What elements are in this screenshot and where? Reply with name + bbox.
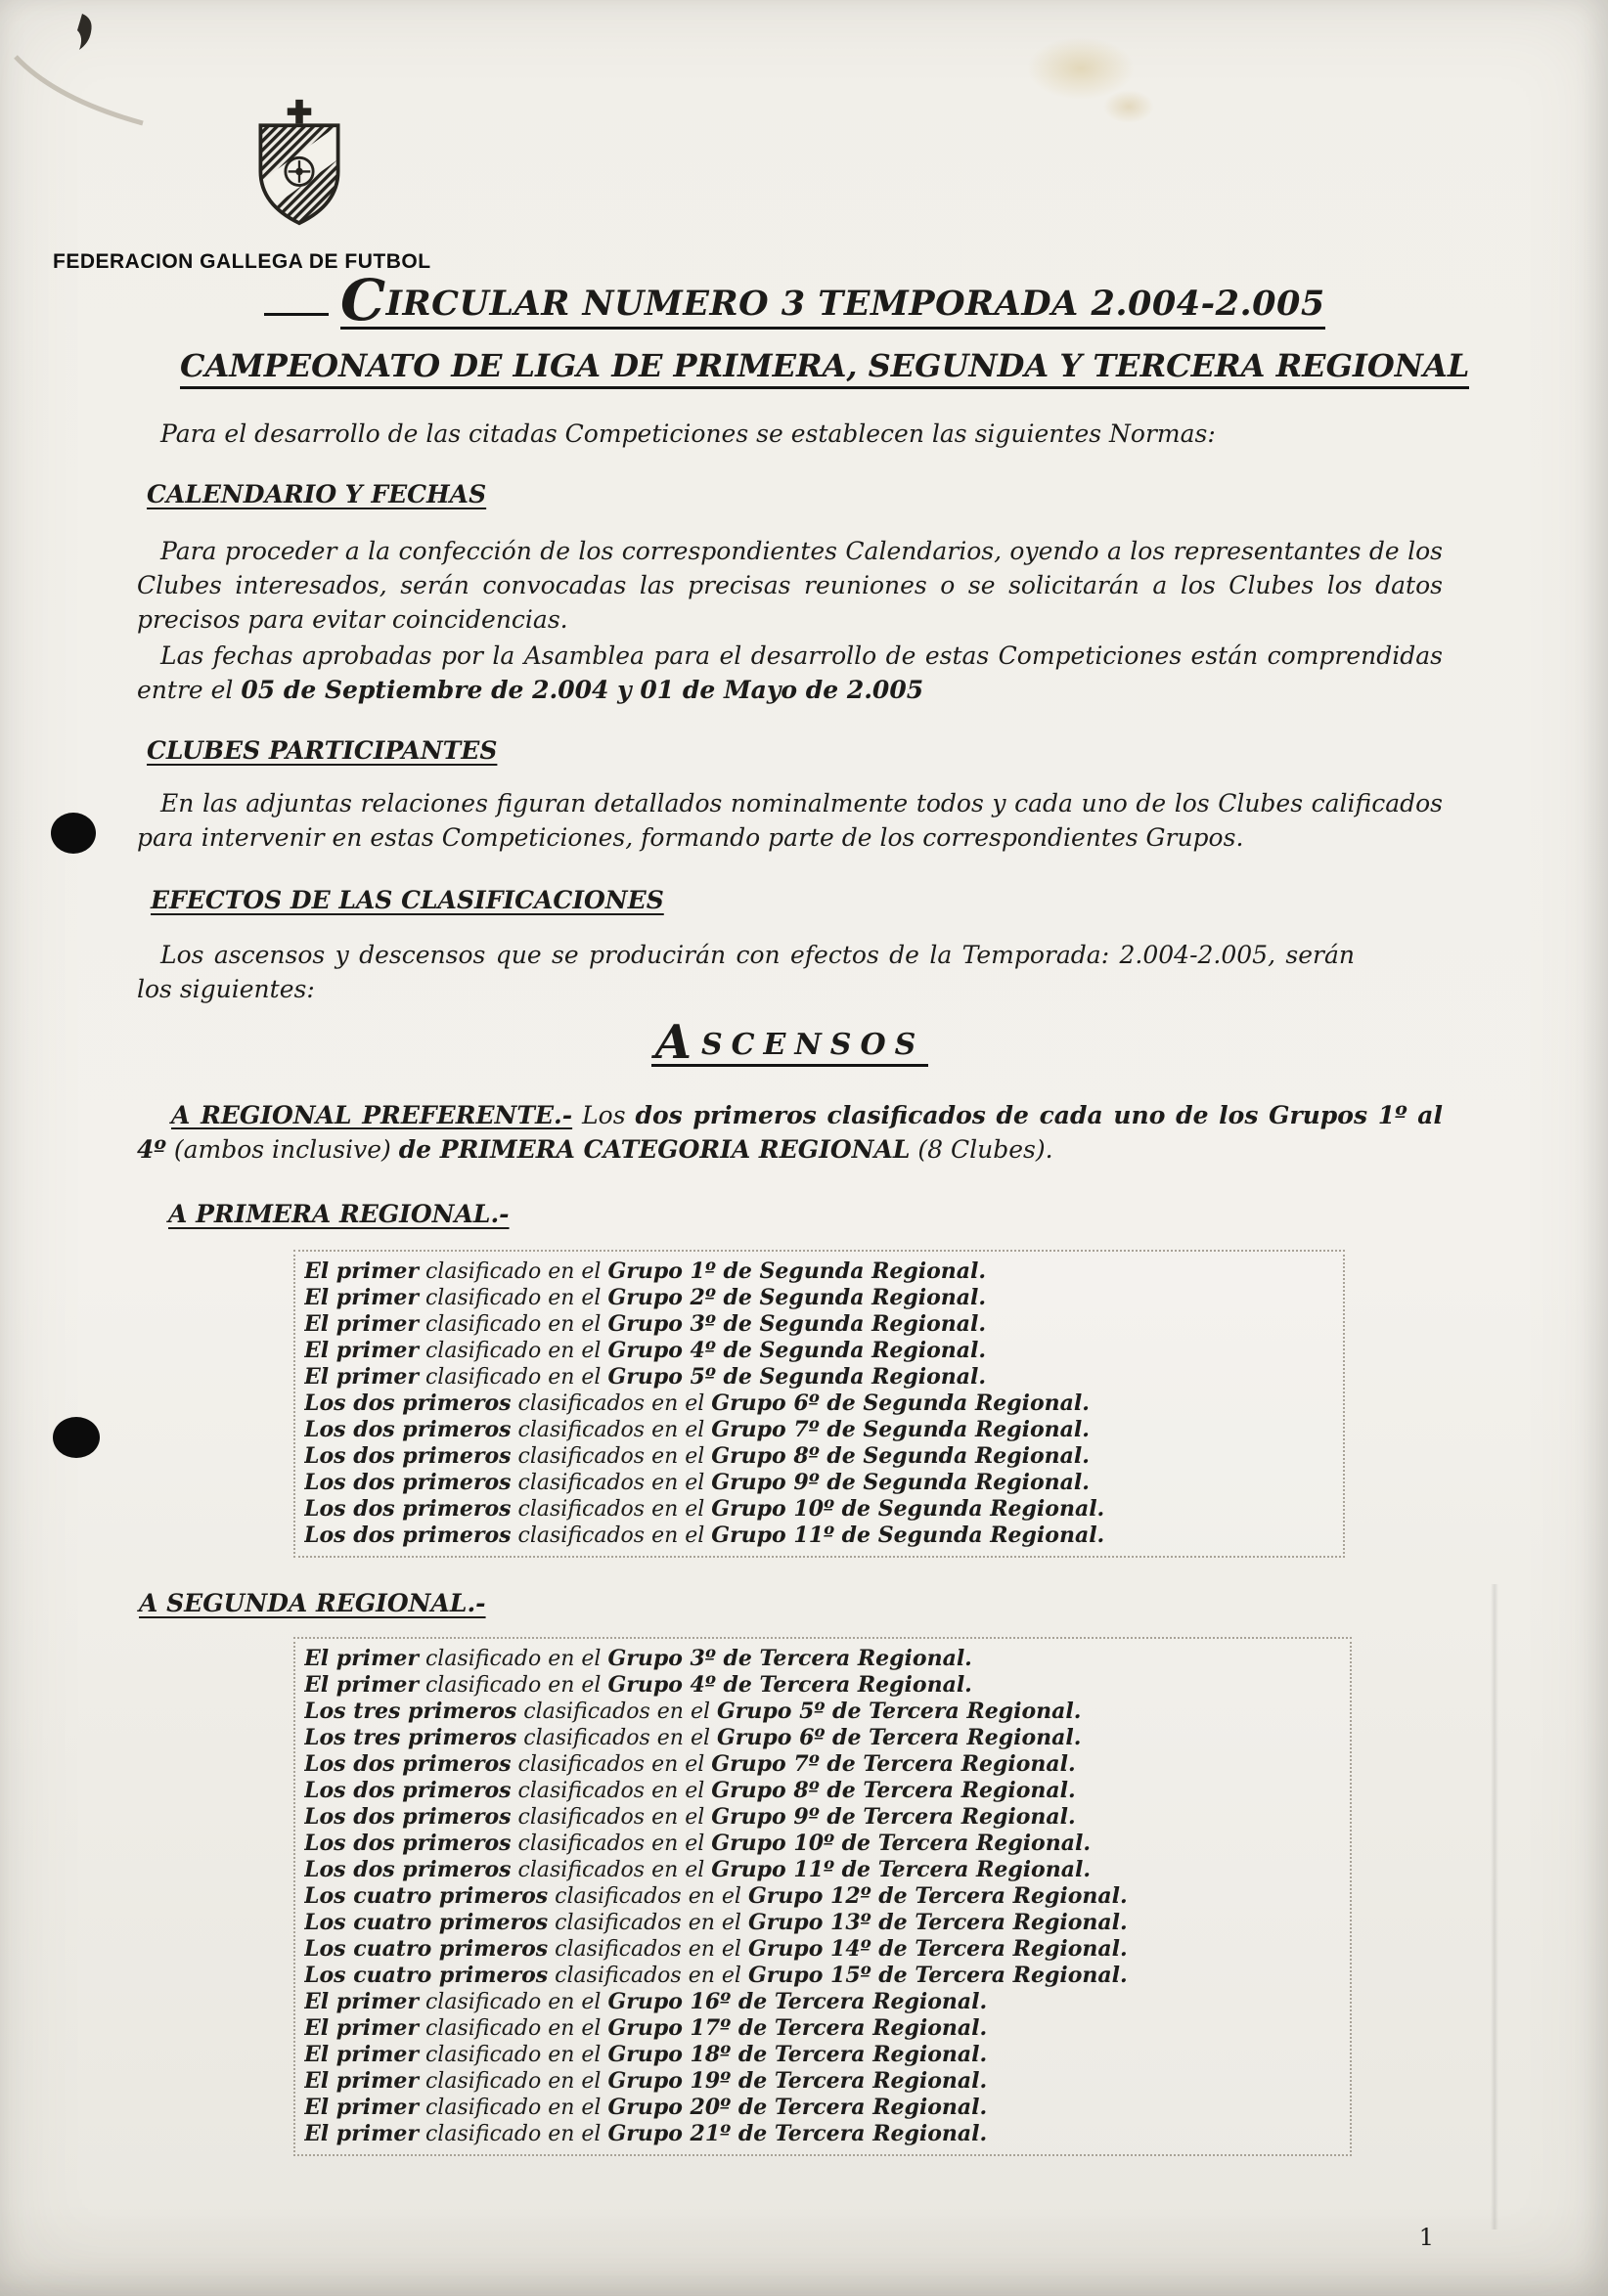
list-item: Los dos primeros clasificados en el Grupo 7º de Segunda Regional. (304, 1417, 1090, 1442)
hole-punch-mark (51, 813, 96, 854)
list-item: Los dos primeros clasificados en el Grupo 8º de Tercera Regional. (304, 1778, 1076, 1803)
list-item: Los cuatro primeros clasificados en el Grupo 15º de Tercera Regional. (304, 1963, 1128, 1988)
hole-punch-mark (53, 1417, 100, 1458)
page-number: 1 (1418, 2224, 1434, 2251)
primera-regional-list (293, 1250, 1345, 1558)
ascensos-title-initial: A (654, 1015, 701, 1070)
list-item: El primer clasificado en el Grupo 4º de Tercera Regional. (304, 1672, 972, 1698)
regional-preferente-bold-1: dos primeros clasificados de cada uno de los Grupos 1º al 4º (137, 1101, 1443, 1164)
list-item: El primer clasificado en el Grupo 5º de Segunda Regional. (304, 1364, 987, 1390)
ascensos-title (651, 1015, 929, 1070)
list-item: Los dos primeros clasificados en el Grupo 10º de Tercera Regional. (304, 1831, 1091, 1856)
doc-title-row (264, 267, 1443, 333)
list-item: El primer clasificado en el Grupo 1º de Segunda Regional. (304, 1258, 987, 1284)
regional-preferente-text-2: (ambos inclusive) (165, 1135, 399, 1164)
paragraph-calendario-1: Para proceder a la confección de los correspondientes Calendarios, oyendo a los representantes de los Clubes interesados, serán convocadas las precisas reuniones o se solicitarán a los Clubes los datos precisos para evitar coincidencias. (137, 537, 1443, 634)
doc-title-initial: C (340, 267, 386, 333)
paper-crease (1491, 1584, 1498, 2230)
list-item: Los dos primeros clasificados en el Grupo 11º de Segunda Regional. (304, 1523, 1105, 1548)
list-item: Los dos primeros clasificados en el Grupo 9º de Segunda Regional. (304, 1470, 1090, 1495)
doc-title (340, 267, 1325, 333)
list-item: El primer clasificado en el Grupo 20º de Tercera Regional. (304, 2095, 988, 2120)
paragraph-regional-preferente (137, 1098, 1443, 1167)
stain-mark (1027, 37, 1135, 100)
list-item: El primer clasificado en el Grupo 18º de Tercera Regional. (304, 2042, 988, 2067)
list-item: El primer clasificado en el Grupo 16º de Tercera Regional. (304, 1989, 988, 2014)
paragraph-calendario-2-text: Las fechas aprobadas por la Asamblea para el desarrollo de estas Competiciones están comprendidas entre el (137, 641, 1443, 704)
paragraph-calendario-2 (137, 639, 1443, 707)
list-item: Los cuatro primeros clasificados en el Grupo 14º de Tercera Regional. (304, 1936, 1128, 1962)
paragraph-efectos: Los ascensos y descensos que se producirán con efectos de la Temporada: 2.004-2.005, serán los siguientes: (137, 941, 1355, 1003)
ascensos-title-row (137, 1015, 1443, 1070)
list-item: Los dos primeros clasificados en el Grupo 10º de Segunda Regional. (304, 1496, 1105, 1522)
list-item: El primer clasificado en el Grupo 3º de Segunda Regional. (304, 1311, 987, 1337)
regional-preferente-bold-2: de PRIMERA CATEGORIA REGIONAL (398, 1135, 911, 1164)
stain-mark (1103, 90, 1154, 123)
title-dash-divider (264, 313, 329, 316)
list-item: Los tres primeros clasificados en el Grupo 6º de Tercera Regional. (304, 1725, 1082, 1750)
paragraph-calendario-2-dates: 05 de Septiembre de 2.004 y 01 de Mayo de 2.005 (241, 676, 924, 704)
doc-title-text: IRCULAR NUMERO 3 TEMPORADA 2.004-2.005 (385, 284, 1325, 324)
list-item: El primer clasificado en el Grupo 17º de Tercera Regional. (304, 2015, 988, 2041)
list-item: El primer clasificado en el Grupo 4º de Segunda Regional. (304, 1338, 987, 1363)
regional-preferente-text-3: (8 Clubes). (910, 1135, 1053, 1164)
list-item: Los tres primeros clasificados en el Grupo 5º de Tercera Regional. (304, 1699, 1082, 1724)
list-item: Los cuatro primeros clasificados en el Grupo 12º de Tercera Regional. (304, 1883, 1128, 1909)
list-item: Los dos primeros clasificados en el Grupo 7º de Tercera Regional. (304, 1751, 1076, 1777)
regional-preferente-heading: A REGIONAL PREFERENTE.- (171, 1101, 573, 1129)
list-item: Los dos primeros clasificados en el Grupo 8º de Segunda Regional. (304, 1443, 1090, 1469)
regional-preferente-text: Los (572, 1101, 636, 1129)
list-item: El primer clasificado en el Grupo 21º de Tercera Regional. (304, 2121, 988, 2146)
pen-scribble-mark (0, 0, 166, 147)
section-heading-efectos: EFECTOS DE LAS CLASIFICACIONES (151, 886, 664, 914)
section-heading-primera-regional: A PRIMERA REGIONAL.- (168, 1200, 510, 1228)
segunda-regional-list (293, 1637, 1352, 2156)
section-heading-calendario: CALENDARIO Y FECHAS (147, 480, 487, 508)
list-item: Los dos primeros clasificados en el Grupo 6º de Segunda Regional. (304, 1391, 1090, 1416)
list-item: Los dos primeros clasificados en el Grupo 11º de Tercera Regional. (304, 1857, 1091, 1882)
ascensos-title-text: SCENSOS (700, 1028, 925, 1062)
federation-crest-logo (248, 98, 350, 227)
paragraph-clubes: En las adjuntas relaciones figuran detallados nominalmente todos y cada uno de los Clubes calificados para intervenir en estas Competiciones, formando parte de los correspondientes Grupos. (137, 789, 1443, 852)
letterhead-org-name: FEDERACION GALLEGA DE FUTBOL (53, 250, 431, 273)
section-heading-clubes: CLUBES PARTICIPANTES (147, 736, 498, 765)
list-item: El primer clasificado en el Grupo 2º de Segunda Regional. (304, 1285, 987, 1310)
list-item: El primer clasificado en el Grupo 19º de Tercera Regional. (304, 2068, 988, 2094)
section-heading-segunda-regional: A SEGUNDA REGIONAL.- (139, 1589, 486, 1617)
list-item: Los dos primeros clasificados en el Grupo 9º de Tercera Regional. (304, 1804, 1076, 1830)
list-item: El primer clasificado en el Grupo 3º de Tercera Regional. (304, 1646, 972, 1671)
doc-subtitle-row (180, 347, 1470, 389)
doc-subtitle: CAMPEONATO DE LIGA DE PRIMERA, SEGUNDA Y TERCERA REGIONAL (180, 347, 1469, 389)
intro-paragraph: Para el desarrollo de las citadas Competiciones se establecen las siguientes Normas: (160, 419, 1216, 448)
list-item: Los cuatro primeros clasificados en el Grupo 13º de Tercera Regional. (304, 1910, 1128, 1935)
